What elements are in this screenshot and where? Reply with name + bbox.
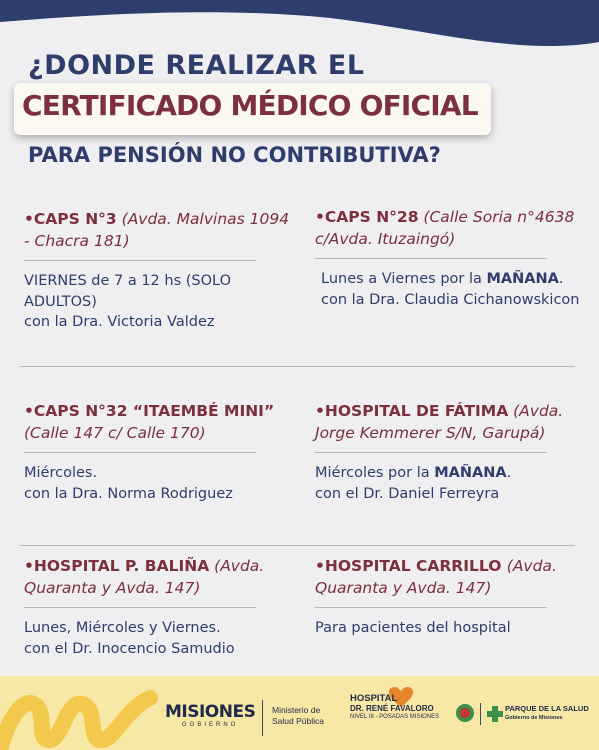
ministerio-logo: Ministerio de Salud Pública: [272, 705, 324, 726]
location-card-caps-32: [24, 400, 294, 504]
location-schedule: Para pacientes del hospital: [315, 620, 511, 636]
location-card-caps-28: [315, 206, 585, 310]
location-schedule: Miércoles. con la Dra. Norma Rodriguez: [24, 465, 233, 502]
location-card-hospital-fatima: [315, 400, 585, 504]
location-name: •CAPS N°28 (Calle Soria n°4638 c/Avda. Ituzaingó): [315, 208, 575, 248]
card-divider: [315, 452, 547, 453]
location-schedule: Lunes, Miércoles y Viernes. con el Dr. Inocencio Samudio: [24, 620, 235, 657]
location-name: •HOSPITAL DE FÁTIMA (Avda. Jorge Kemmerer S/N, Garupá): [315, 402, 564, 442]
location-schedule: Lunes a Viernes por la MAÑANA. con la Dra. Claudia Cichanowskicon: [321, 271, 580, 308]
card-divider: [24, 607, 256, 608]
footer-divider: [262, 700, 263, 736]
location-card-hospital-carrillo: [315, 555, 585, 639]
location-name: •CAPS N°3 (Avda. Malvinas 1094 - Chacra 181): [24, 210, 290, 250]
parque-salud-icon: [486, 705, 504, 723]
location-card-caps-3: [24, 208, 294, 333]
header-subtitle-line: PARA PENSIÓN NO CONTRIBUTIVA?: [28, 143, 441, 167]
card-divider: [24, 260, 256, 261]
card-divider: [24, 452, 256, 453]
page-title: CERTIFICADO MÉDICO OFICIAL: [22, 89, 478, 122]
location-card-hospital-balina: [24, 555, 294, 659]
location-schedule: VIERNES de 7 a 12 hs (SOLO ADULTOS) con la Dra. Victoria Valdez: [24, 273, 231, 330]
health-emblem-icon: [454, 703, 476, 723]
card-divider: [315, 607, 547, 608]
header-question-line: ¿DONDE REALIZAR EL: [28, 50, 365, 81]
card-divider: [315, 258, 547, 259]
parque-de-la-salud-logo: PARQUE DE LA SALUD Gobierno de Misiones: [505, 704, 589, 721]
location-name: •HOSPITAL CARRILLO (Avda. Quaranta y Avda. 147): [315, 557, 557, 597]
footer-divider: [480, 703, 481, 725]
misiones-logo: MISIONES GOBIERNO: [165, 702, 256, 728]
hospital-favaloro-logo: HOSPITAL DR. RENÉ FAVALORO NIVEL III - POSADAS MISIONES: [350, 693, 440, 720]
location-schedule: Miércoles por la MAÑANA. con el Dr. Daniel Ferreyra: [315, 465, 512, 502]
row-separator: [20, 366, 575, 367]
footer-m-decoration: [0, 670, 160, 750]
row-separator: [20, 545, 575, 546]
location-name: •CAPS N°32 “ITAEMBÉ MINI” (Calle 147 c/ Calle 170): [24, 402, 275, 442]
location-name: •HOSPITAL P. BALIÑA (Avda. Quaranta y Avda. 147): [24, 557, 265, 597]
